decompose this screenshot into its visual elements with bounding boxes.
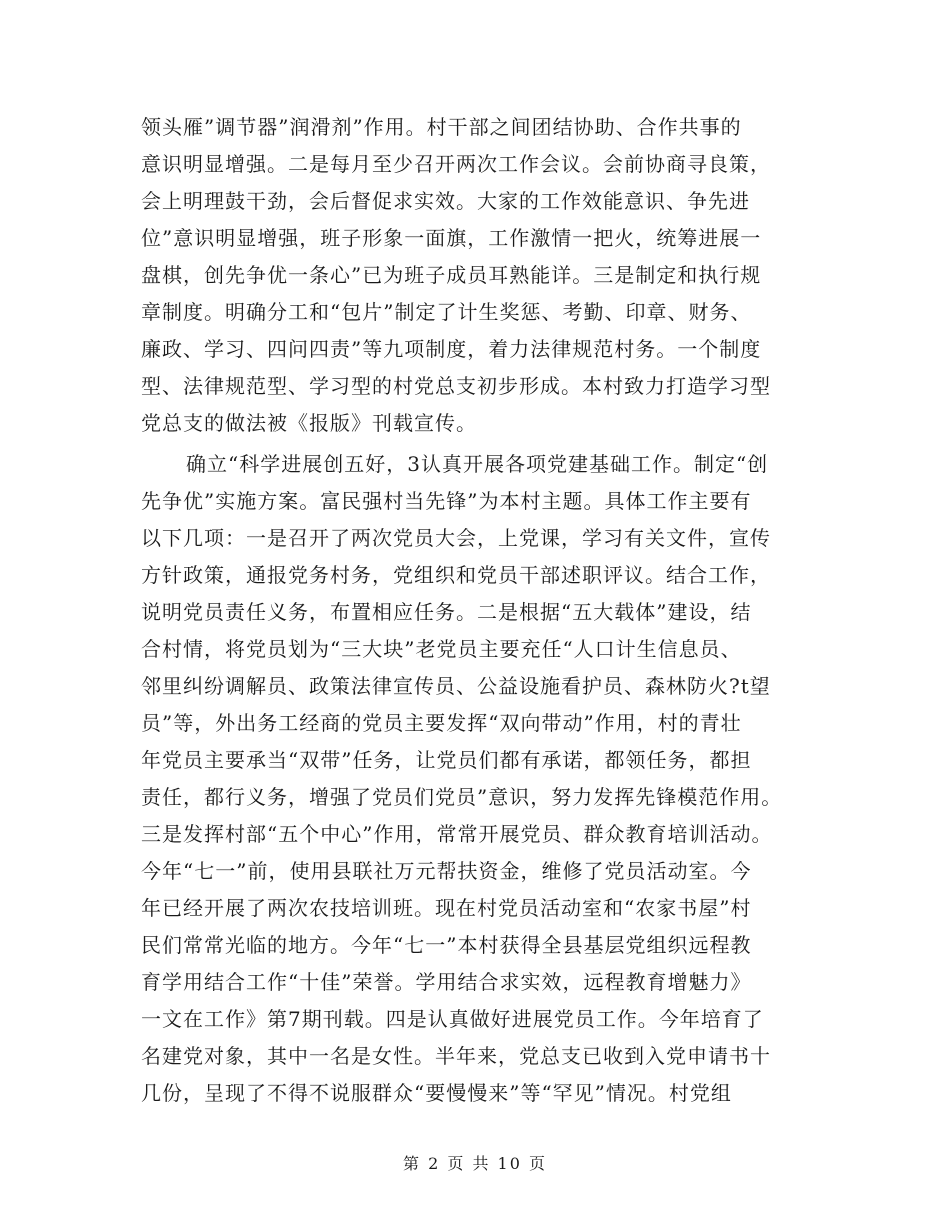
page-number-footer: 第 2 页 共 10 页	[403, 1154, 547, 1173]
text-line: 育学用结合工作“十佳”荣誉。学用结合求实效，远程教育增魅力》	[141, 970, 752, 994]
text-line: 位”意识明显增强，班子形象一面旗，工作激情一把火，统筹进展一	[141, 226, 762, 250]
text-line: 几份，呈现了不得不说服群众“要慢慢来”等“罕见”情况。村党组	[141, 1081, 732, 1105]
text-line: 民们常常光临的地方。今年“七一”本村获得全县基层党组织远程教	[141, 933, 752, 957]
text-line: 方针政策，通报党务村务，党组织和党员干部述职评议。结合工作，	[141, 563, 771, 587]
text-line: 邻里纠纷调解员、政策法律宣传员、公益设施看护员、森林防火?t望	[141, 674, 771, 698]
text-line: 意识明显增强。二是每月至少召开两次工作会议。会前协商寻良策，	[141, 152, 771, 176]
text-line: 三是发挥村部“五个中心”作用，常常开展党员、群众教育培训活动。	[141, 822, 773, 846]
text-line: 党总支的做法被《报版》刊载宣传。	[141, 411, 477, 435]
text-line: 会上明理鼓干劲，会后督促求实效。大家的工作效能意识、争先进	[141, 189, 750, 213]
text-line: 员”等，外出务工经商的党员主要发挥“双向带动”作用，村的青壮	[141, 711, 742, 735]
text-line: 一文在工作》第7期刊载。四是认真做好进展党员工作。今年培育了	[141, 1007, 764, 1031]
text-line: 章制度。明确分工和“包片”制定了计生奖惩、考勤、印章、财务、	[141, 300, 752, 324]
text-line: 盘棋，创先争优一条心”已为班子成员耳熟能详。三是制定和执行规	[141, 263, 762, 287]
text-line: 廉政、学习、四问四责”等九项制度，着力法律规范村务。一个制度	[141, 337, 762, 361]
text-line: 年已经开展了两次农技培训班。现在村党员活动室和“农家书屋”村	[141, 896, 752, 920]
text-line: 合村情，将党员划为“三大块”老党员主要充任“人口计生信息员、	[141, 637, 742, 661]
text-line: 今年“七一”前，使用县联社万元帮扶资金，维修了党员活动室。今	[141, 859, 752, 883]
text-line: 以下几项：一是召开了两次党员大会，上党课，学习有关文件，宣传	[141, 526, 771, 550]
text-line: 领头雁”调节器”润滑剂”作用。村干部之间团结协助、合作共事的	[141, 115, 742, 139]
text-line: 责任，都行义务，增强了党员们党员”意识，努力发挥先锋模范作用。	[141, 785, 783, 809]
text-line: 年党员主要承当“双带”任务，让党员们都有承诺，都领任务，都担	[141, 748, 752, 772]
text-line: 确立“科学进展创五好，3认真开展各项党建基础工作。制定“创	[186, 452, 769, 476]
text-line: 名建党对象，其中一名是女性。半年来，党总支已收到入党申请书十	[141, 1044, 771, 1068]
text-line: 型、法律规范型、学习型的村党总支初步形成。本村致力打造学习型	[141, 374, 771, 398]
text-line: 说明党员责任义务，布置相应任务。二是根据“五大载体”建设，结	[141, 600, 752, 624]
text-line: 先争优”实施方案。富民强村当先锋”为本村主题。具体工作主要有	[141, 489, 752, 513]
